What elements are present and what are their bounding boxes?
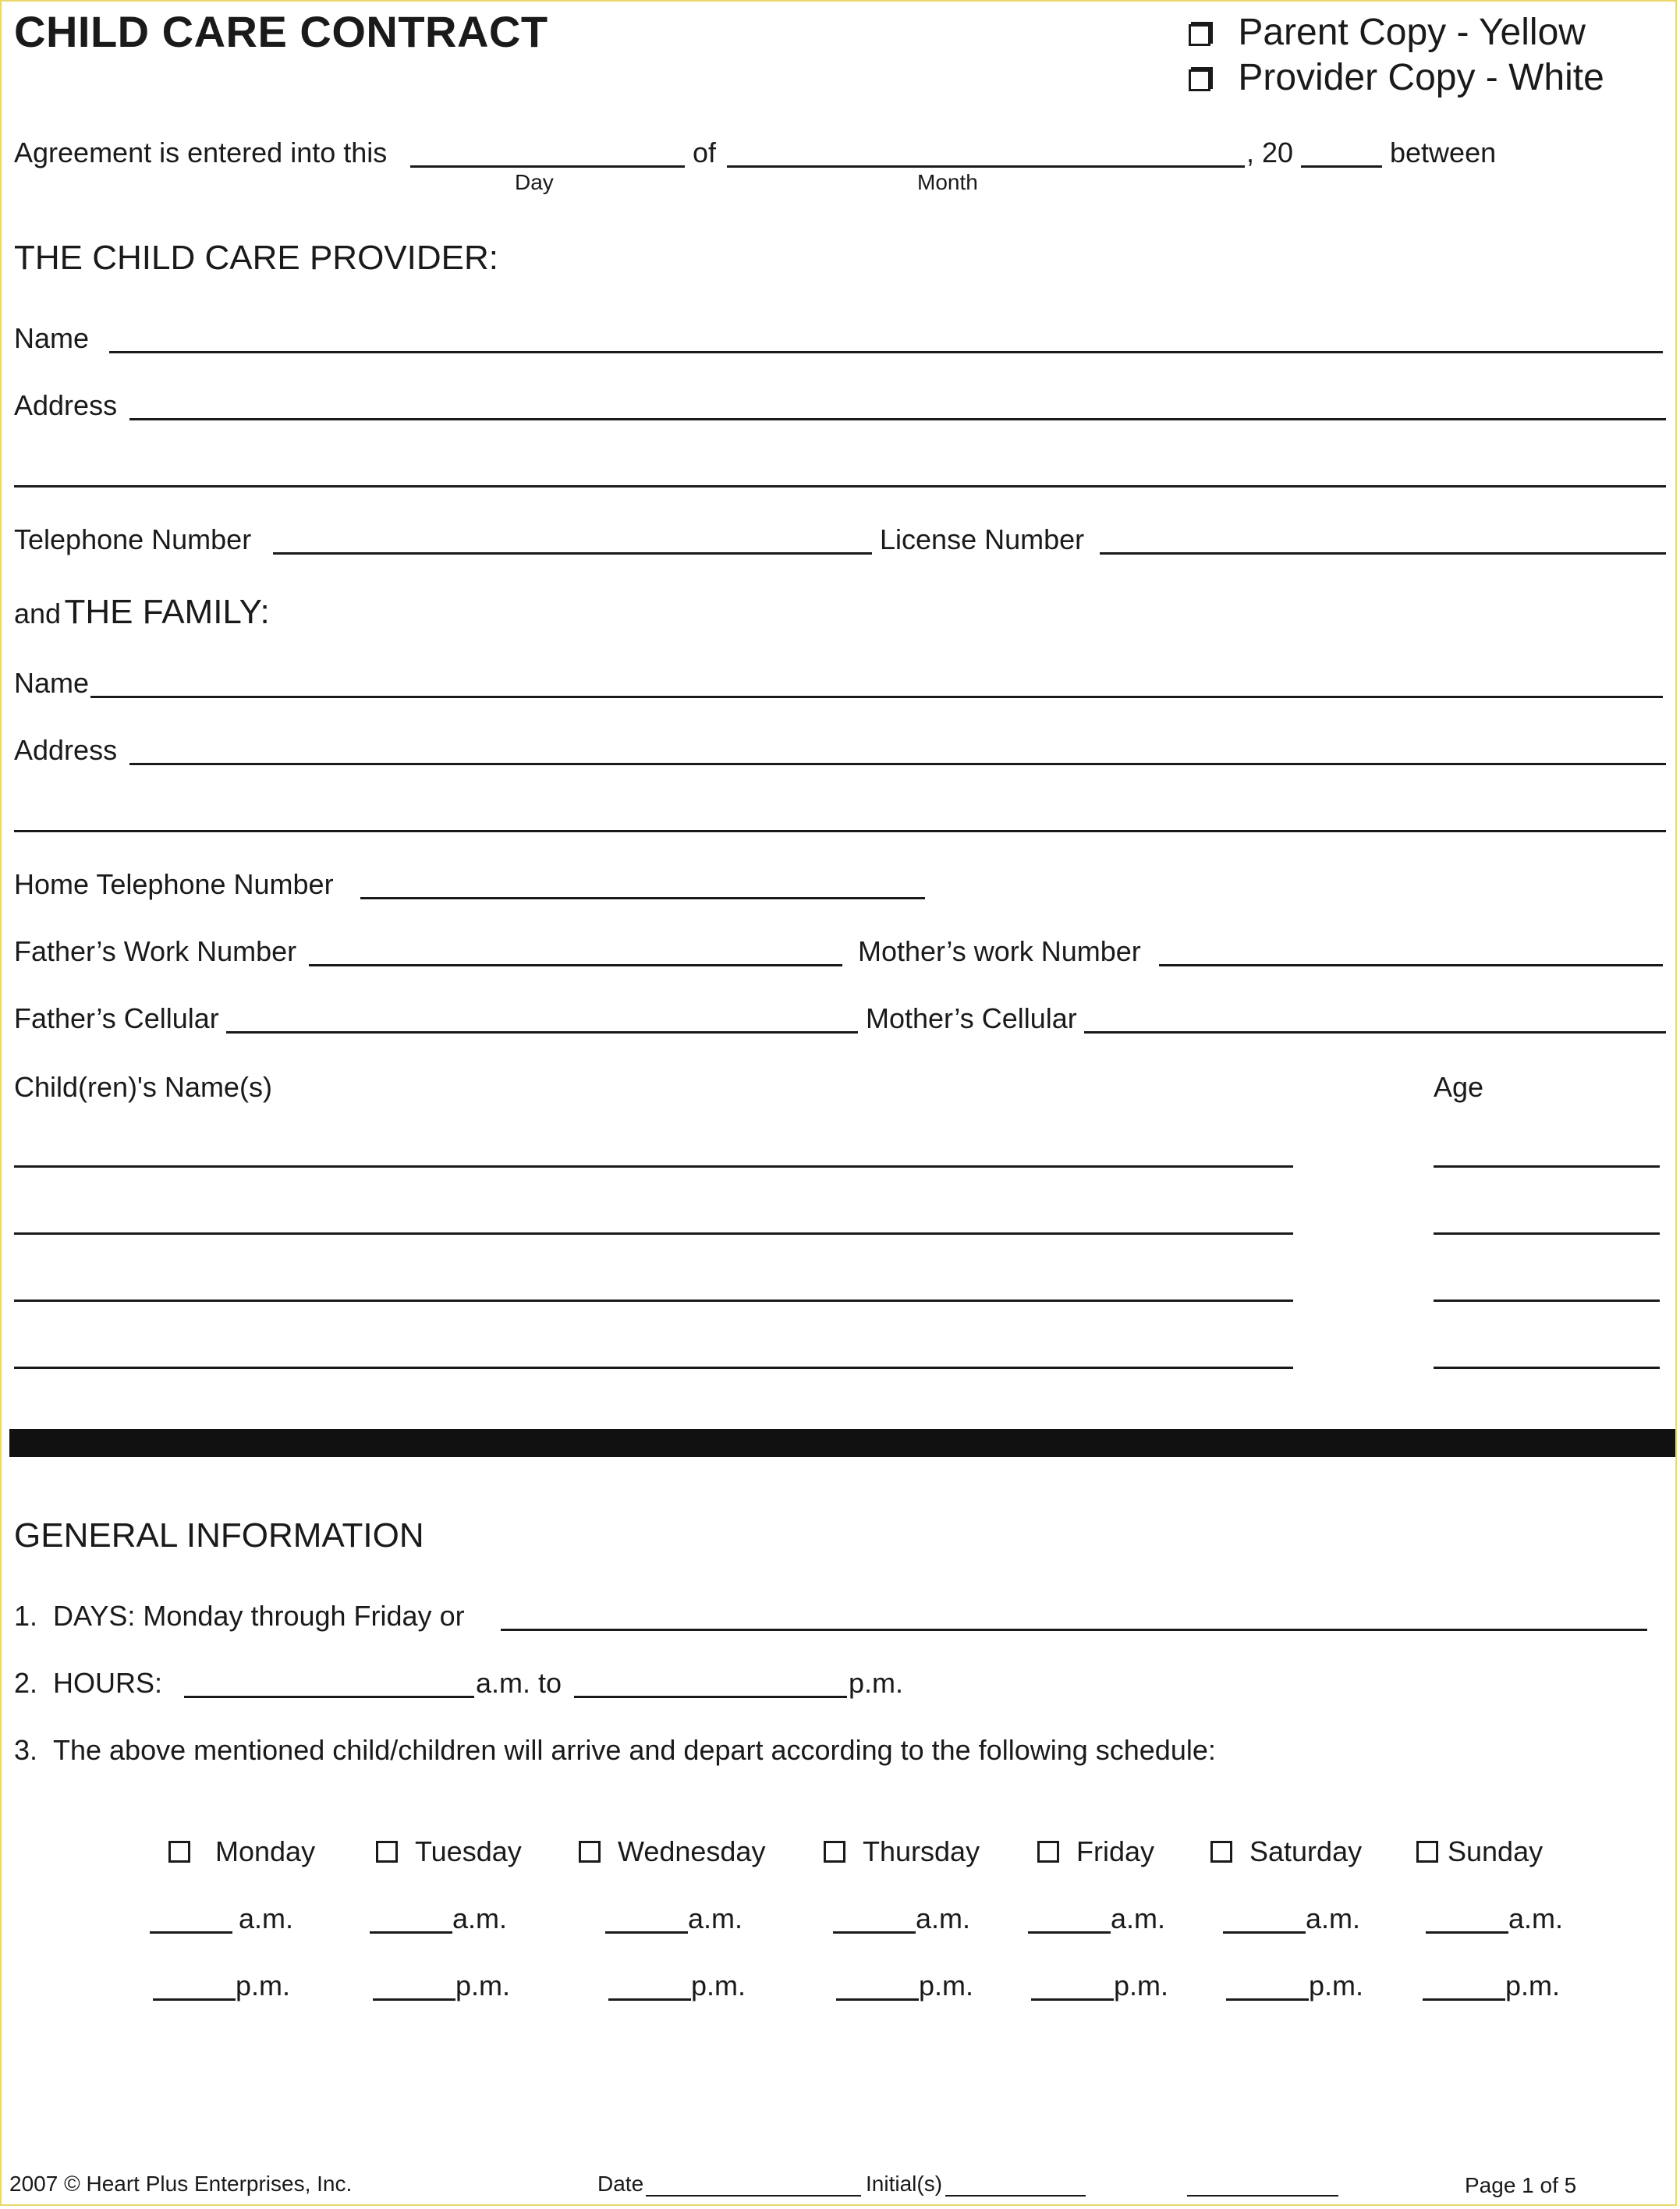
date-field[interactable] <box>646 2195 861 2197</box>
father-cellular-label: Father’s Cellular <box>14 1002 219 1034</box>
sunday-pm-label: p.m. <box>1505 1970 1561 2002</box>
general-info-heading: GENERAL INFORMATION <box>14 1516 424 1555</box>
year-prefix: , 20 <box>1246 137 1294 168</box>
agreement-between: between <box>1390 137 1497 168</box>
section-divider-bar <box>9 1429 1675 1457</box>
monday-am-field[interactable] <box>150 1931 232 1934</box>
checkbox-icon[interactable] <box>1189 69 1210 91</box>
family-address-field[interactable] <box>129 763 1666 765</box>
friday-am-label: a.m. <box>1111 1902 1166 1934</box>
hours-to-field[interactable] <box>574 1696 847 1698</box>
thursday-am-field[interactable] <box>833 1931 916 1934</box>
month-caption: Month <box>917 170 978 194</box>
provider-address-label: Address <box>14 389 118 421</box>
monday-am-label: a.m. <box>239 1902 294 1934</box>
wednesday-am-label: a.m. <box>688 1902 743 1934</box>
agreement-prefix: Agreement is entered into this <box>14 137 388 168</box>
initials-field[interactable] <box>945 2195 1086 2197</box>
provider-copy-option[interactable] <box>1189 56 1604 99</box>
day-tuesday[interactable] <box>376 1836 522 1867</box>
date-label: Date <box>597 2172 644 2196</box>
day-sunday-label: Sunday <box>1448 1835 1544 1867</box>
provider-name-field[interactable] <box>109 351 1663 353</box>
hours-label: HOURS: <box>53 1667 163 1699</box>
initials-label: Initial(s) <box>866 2172 943 2196</box>
friday-am-field[interactable] <box>1028 1931 1111 1934</box>
checkbox-icon[interactable] <box>824 1841 845 1863</box>
tuesday-pm-label: p.m. <box>455 1970 511 2002</box>
father-work-label: Father’s Work Number <box>14 935 297 967</box>
days-number: 1. <box>14 1600 38 1632</box>
day-friday-label: Friday <box>1076 1835 1155 1867</box>
agreement-of: of <box>693 137 717 168</box>
thursday-am-label: a.m. <box>916 1902 971 1934</box>
family-name-label: Name <box>14 667 90 699</box>
copyright: 2007 © Heart Plus Enterprises, Inc. <box>9 2172 353 2196</box>
sunday-am-field[interactable] <box>1426 1931 1508 1934</box>
thursday-pm-field[interactable] <box>836 1998 919 2001</box>
page-number: Page 1 of 5 <box>1465 2173 1577 2197</box>
day-caption: Day <box>515 170 554 194</box>
provider-telephone-field[interactable] <box>273 552 872 555</box>
checkbox-icon[interactable] <box>168 1841 190 1863</box>
child-age-field-2[interactable] <box>1434 1232 1660 1235</box>
day-wednesday[interactable] <box>579 1836 765 1867</box>
mother-work-field[interactable] <box>1159 964 1663 966</box>
wednesday-pm-label: p.m. <box>691 1970 746 2002</box>
extra-initials-field[interactable] <box>1187 2195 1338 2197</box>
provider-heading: THE CHILD CARE PROVIDER: <box>14 239 498 277</box>
checkbox-icon[interactable] <box>1210 1841 1232 1863</box>
saturday-am-label: a.m. <box>1306 1902 1361 1934</box>
tuesday-am-field[interactable] <box>370 1931 452 1934</box>
family-name-field[interactable] <box>90 696 1663 698</box>
child-name-field-2[interactable] <box>14 1232 1293 1235</box>
day-monday[interactable] <box>168 1836 315 1867</box>
mother-work-label: Mother’s work Number <box>858 935 1141 967</box>
family-address-field-2[interactable] <box>14 830 1666 832</box>
child-name-field-4[interactable] <box>14 1367 1293 1369</box>
day-thursday[interactable] <box>824 1836 980 1867</box>
month-field[interactable] <box>727 165 1245 168</box>
day-tuesday-label: Tuesday <box>415 1835 522 1867</box>
father-cellular-field[interactable] <box>226 1031 858 1034</box>
wednesday-am-field[interactable] <box>605 1931 688 1934</box>
child-age-field-3[interactable] <box>1434 1300 1660 1302</box>
provider-license-label: License Number <box>880 523 1085 555</box>
day-friday[interactable] <box>1037 1836 1154 1867</box>
am-to-label: a.m. to <box>476 1667 562 1699</box>
family-heading <box>14 593 270 632</box>
days-field[interactable] <box>501 1629 1647 1631</box>
provider-copy-label: Provider Copy - White <box>1238 57 1604 98</box>
hours-from-field[interactable] <box>184 1696 474 1698</box>
day-saturday[interactable] <box>1210 1836 1362 1867</box>
home-telephone-label: Home Telephone Number <box>14 868 334 900</box>
friday-pm-field[interactable] <box>1031 1998 1114 2001</box>
mother-cellular-label: Mother’s Cellular <box>866 1002 1077 1034</box>
mother-cellular-field[interactable] <box>1084 1031 1666 1034</box>
pm-label: p.m. <box>849 1667 904 1699</box>
day-saturday-label: Saturday <box>1249 1835 1363 1867</box>
wednesday-pm-field[interactable] <box>608 1998 691 2001</box>
checkbox-icon[interactable] <box>1189 24 1210 46</box>
sunday-pm-field[interactable] <box>1423 1998 1505 2001</box>
parent-copy-option[interactable] <box>1189 11 1586 54</box>
checkbox-icon[interactable] <box>579 1841 601 1863</box>
day-monday-label: Monday <box>215 1835 316 1867</box>
days-label: DAYS: Monday through Friday or <box>53 1600 465 1632</box>
father-work-field[interactable] <box>309 964 842 966</box>
tuesday-am-label: a.m. <box>452 1902 508 1934</box>
provider-address-field[interactable] <box>129 418 1666 420</box>
document-title: CHILD CARE CONTRACT <box>14 7 548 56</box>
thursday-pm-label: p.m. <box>919 1970 974 2002</box>
provider-license-field[interactable] <box>1100 552 1666 555</box>
provider-telephone-label: Telephone Number <box>14 523 252 555</box>
tuesday-pm-field[interactable] <box>373 1998 455 2001</box>
children-names-label: Child(ren)'s Name(s) <box>14 1071 272 1103</box>
parent-copy-label: Parent Copy - Yellow <box>1238 12 1586 53</box>
sunday-am-label: a.m. <box>1508 1902 1564 1934</box>
provider-address-field-2[interactable] <box>14 485 1666 488</box>
child-name-field-1[interactable] <box>14 1165 1293 1168</box>
friday-pm-label: p.m. <box>1114 1970 1169 2002</box>
saturday-pm-field[interactable] <box>1226 1998 1309 2001</box>
checkbox-icon[interactable] <box>376 1841 398 1863</box>
schedule-number: 3. <box>14 1734 38 1766</box>
provider-name-label: Name <box>14 322 90 354</box>
year-field[interactable] <box>1301 165 1382 168</box>
day-sunday[interactable] <box>1416 1836 1543 1867</box>
home-telephone-field[interactable] <box>360 897 925 899</box>
saturday-pm-label: p.m. <box>1309 1970 1364 2002</box>
saturday-am-field[interactable] <box>1223 1931 1306 1934</box>
checkbox-icon[interactable] <box>1416 1841 1438 1863</box>
family-and: and <box>14 597 62 629</box>
child-name-field-3[interactable] <box>14 1300 1293 1302</box>
hours-number: 2. <box>14 1667 38 1699</box>
schedule-text: The above mentioned child/children will arrive and depart according to the following schedule: <box>53 1734 1216 1766</box>
child-age-field-1[interactable] <box>1434 1165 1660 1168</box>
family-heading-text: THE FAMILY: <box>64 593 270 631</box>
monday-pm-field[interactable] <box>153 1998 236 2001</box>
monday-pm-label: p.m. <box>236 1970 291 2002</box>
age-label: Age <box>1434 1071 1484 1103</box>
day-wednesday-label: Wednesday <box>618 1835 766 1867</box>
day-thursday-label: Thursday <box>863 1835 980 1867</box>
checkbox-icon[interactable] <box>1037 1841 1059 1863</box>
child-age-field-4[interactable] <box>1434 1367 1660 1369</box>
day-field[interactable] <box>410 165 685 168</box>
family-address-label: Address <box>14 734 118 766</box>
